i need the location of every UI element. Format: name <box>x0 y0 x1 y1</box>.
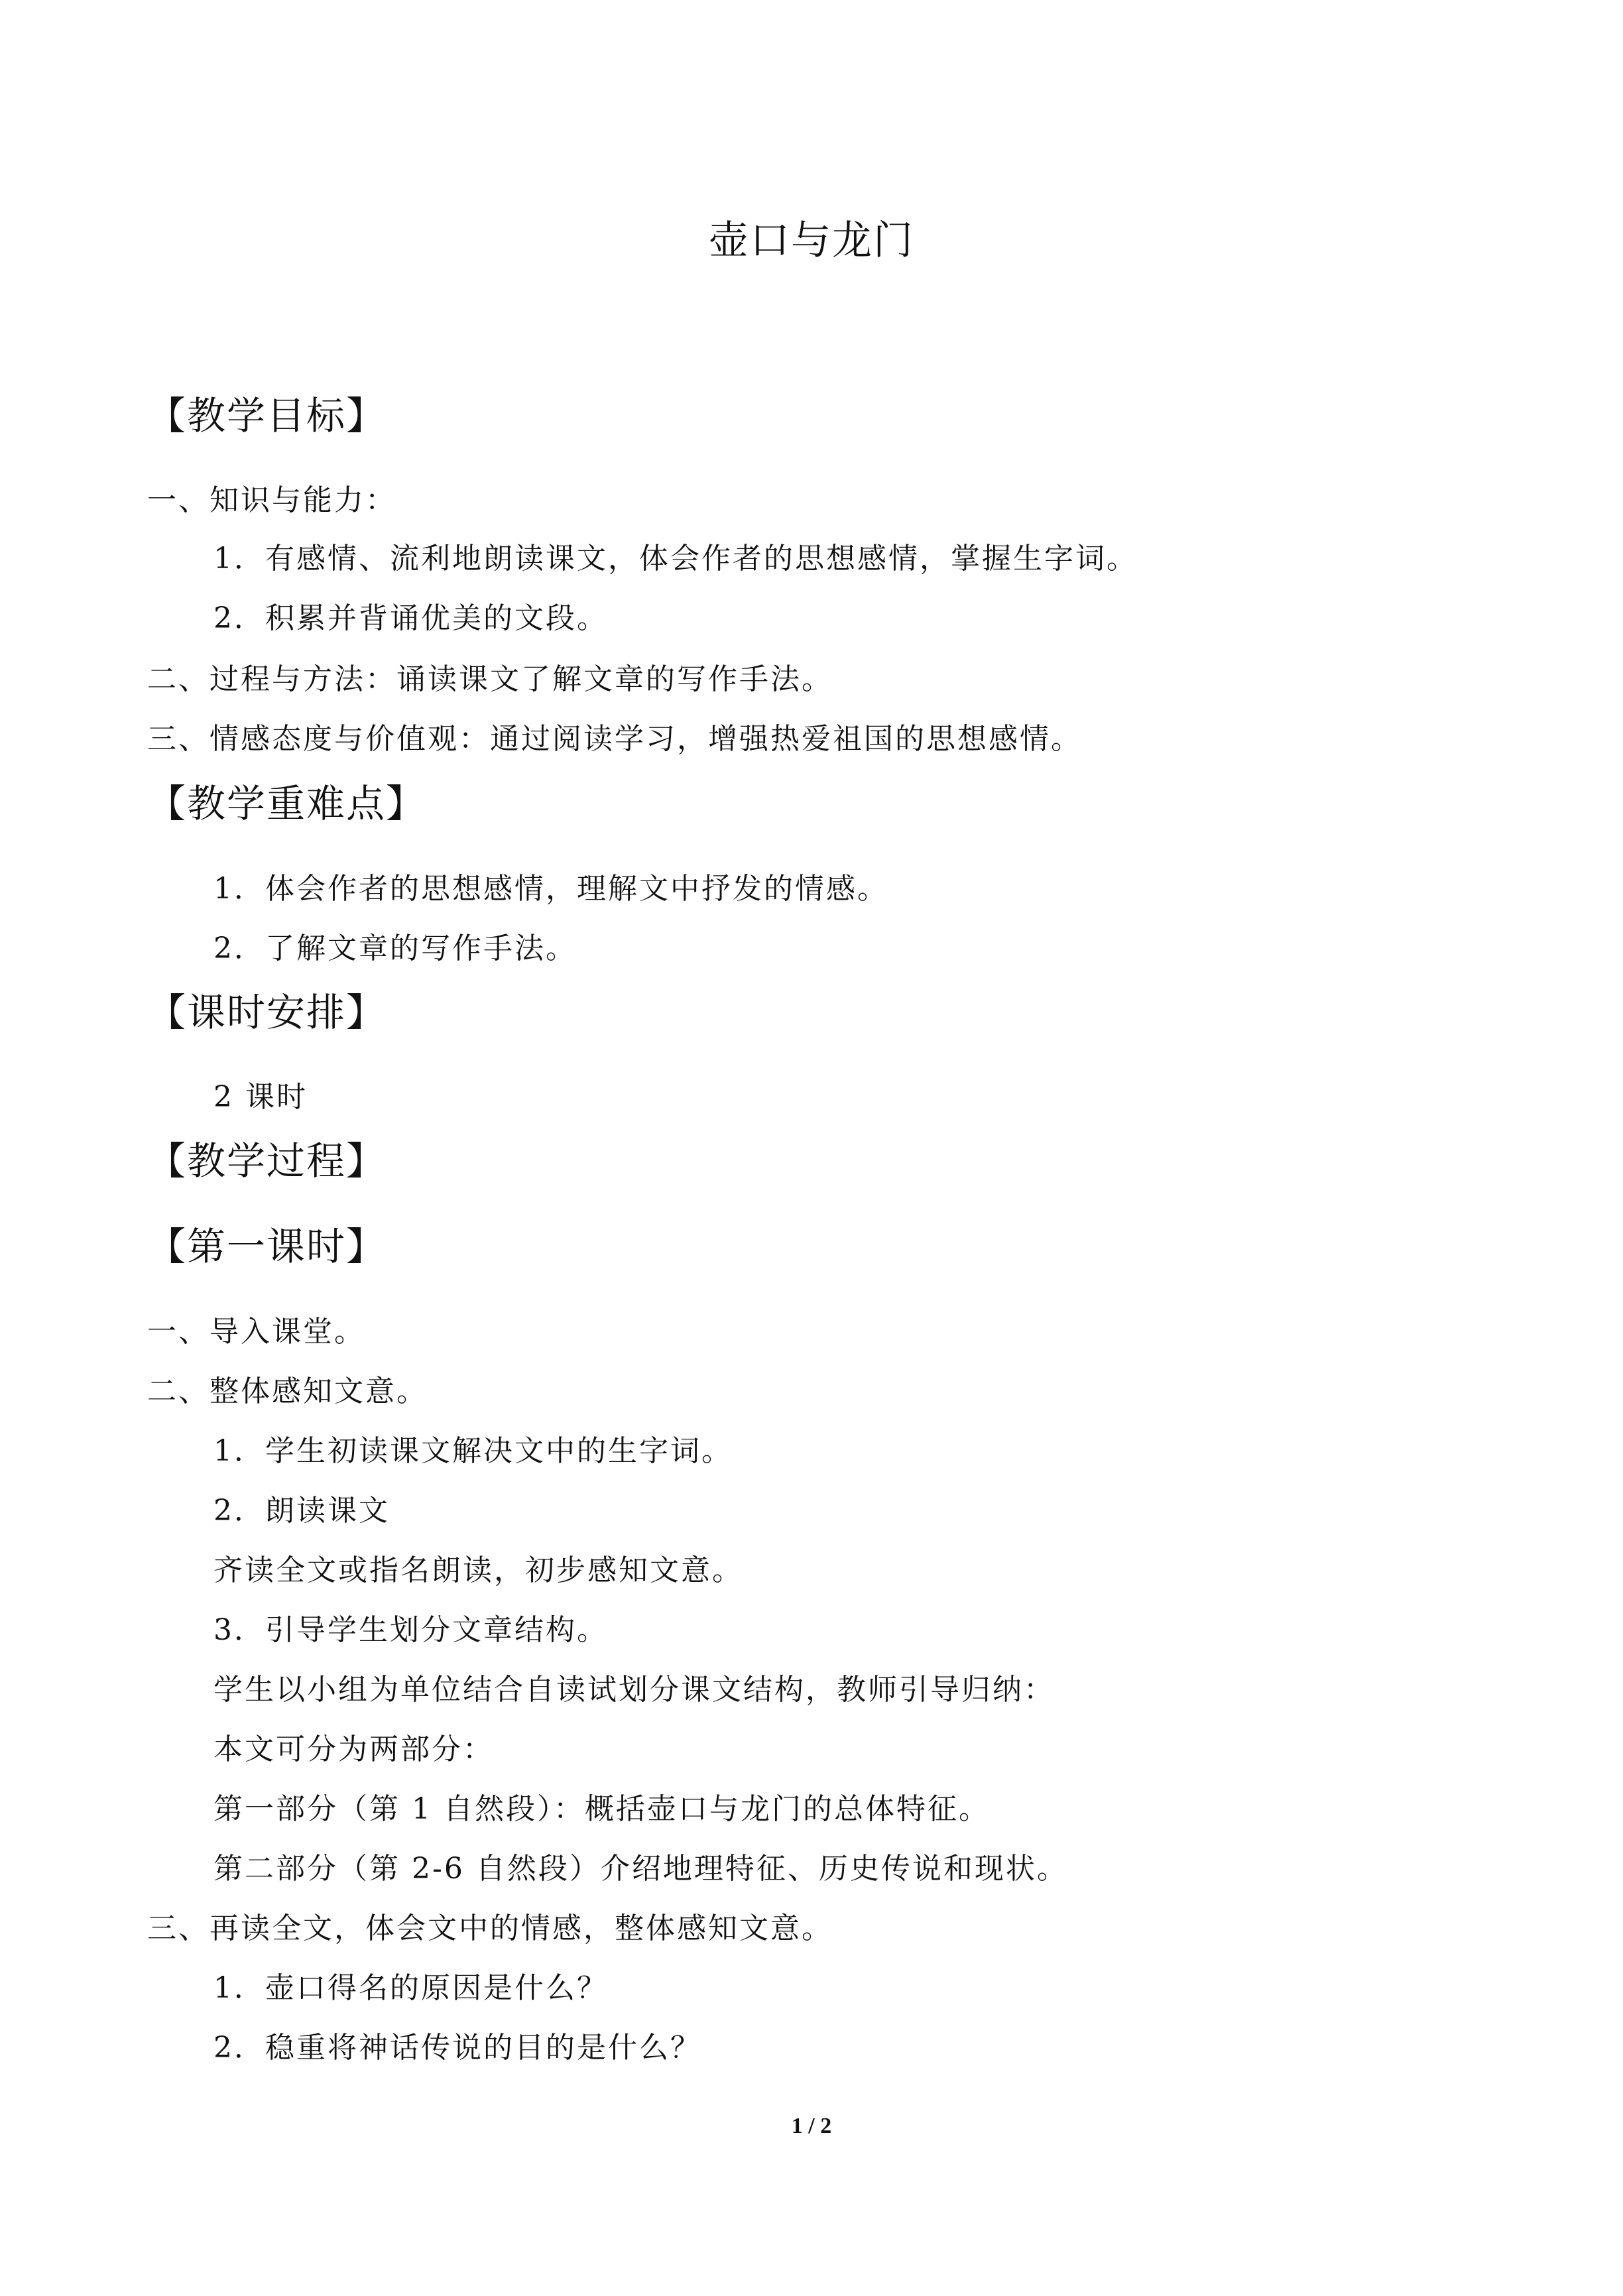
text-line: 第一部分（第 1 自然段）：概括壶口与龙门的总体特征。 <box>213 1792 990 1826</box>
text-line: 三、再读全文，体会文中的情感，整体感知文意。 <box>147 1911 833 1945</box>
text-line: 齐读全文或指名朗读，初步感知文意。 <box>213 1553 743 1587</box>
text-line: 2．积累并背诵优美的文段。 <box>213 601 608 635</box>
page-number: 1 / 2 <box>791 2114 832 2138</box>
section-heading-process: 【教学过程】 <box>147 1138 387 1183</box>
text-line: 一、知识与能力： <box>147 483 396 517</box>
text-line: 本文可分为两部分： <box>213 1732 494 1766</box>
text-line: 学生以小组为单位结合自读试划分课文结构，教师引导归纳： <box>213 1673 1055 1707</box>
text-line: 1．体会作者的思想感情，理解文中抒发的情感。 <box>213 872 888 906</box>
section-heading-objectives: 【教学目标】 <box>147 393 387 438</box>
text-line: 3．引导学生划分文章结构。 <box>213 1613 608 1647</box>
text-line: 2 课时 <box>213 1080 308 1114</box>
text-line: 一、导入课堂。 <box>147 1315 365 1349</box>
text-line: 第二部分（第 2-6 自然段）介绍地理特征、历史传说和现状。 <box>213 1852 1068 1886</box>
text-line: 二、整体感知文意。 <box>147 1374 428 1408</box>
section-heading-schedule: 【课时安排】 <box>147 990 387 1035</box>
text-line: 1．学生初读课文解决文中的生字词。 <box>213 1434 733 1468</box>
text-line: 2．了解文章的写作手法。 <box>213 932 577 965</box>
text-line: 1．壶口得名的原因是什么？ <box>213 1971 608 2005</box>
text-line: 1．有感情、流利地朗读课文，体会作者的思想感情，掌握生字词。 <box>213 542 1138 575</box>
section-heading-key-points: 【教学重难点】 <box>147 781 426 826</box>
text-line: 2．朗读课文 <box>213 1494 390 1528</box>
text-line: 2．稳重将神话传说的目的是什么？ <box>213 2031 701 2065</box>
page-title: 壶口与龙门 <box>709 217 914 264</box>
text-line: 三、情感态度与价值观：通过阅读学习，增强热爱祖国的思想感情。 <box>147 722 1082 756</box>
section-heading-first-lesson: 【第一课时】 <box>147 1224 387 1269</box>
text-line: 二、过程与方法：诵读课文了解文章的写作手法。 <box>147 662 833 696</box>
